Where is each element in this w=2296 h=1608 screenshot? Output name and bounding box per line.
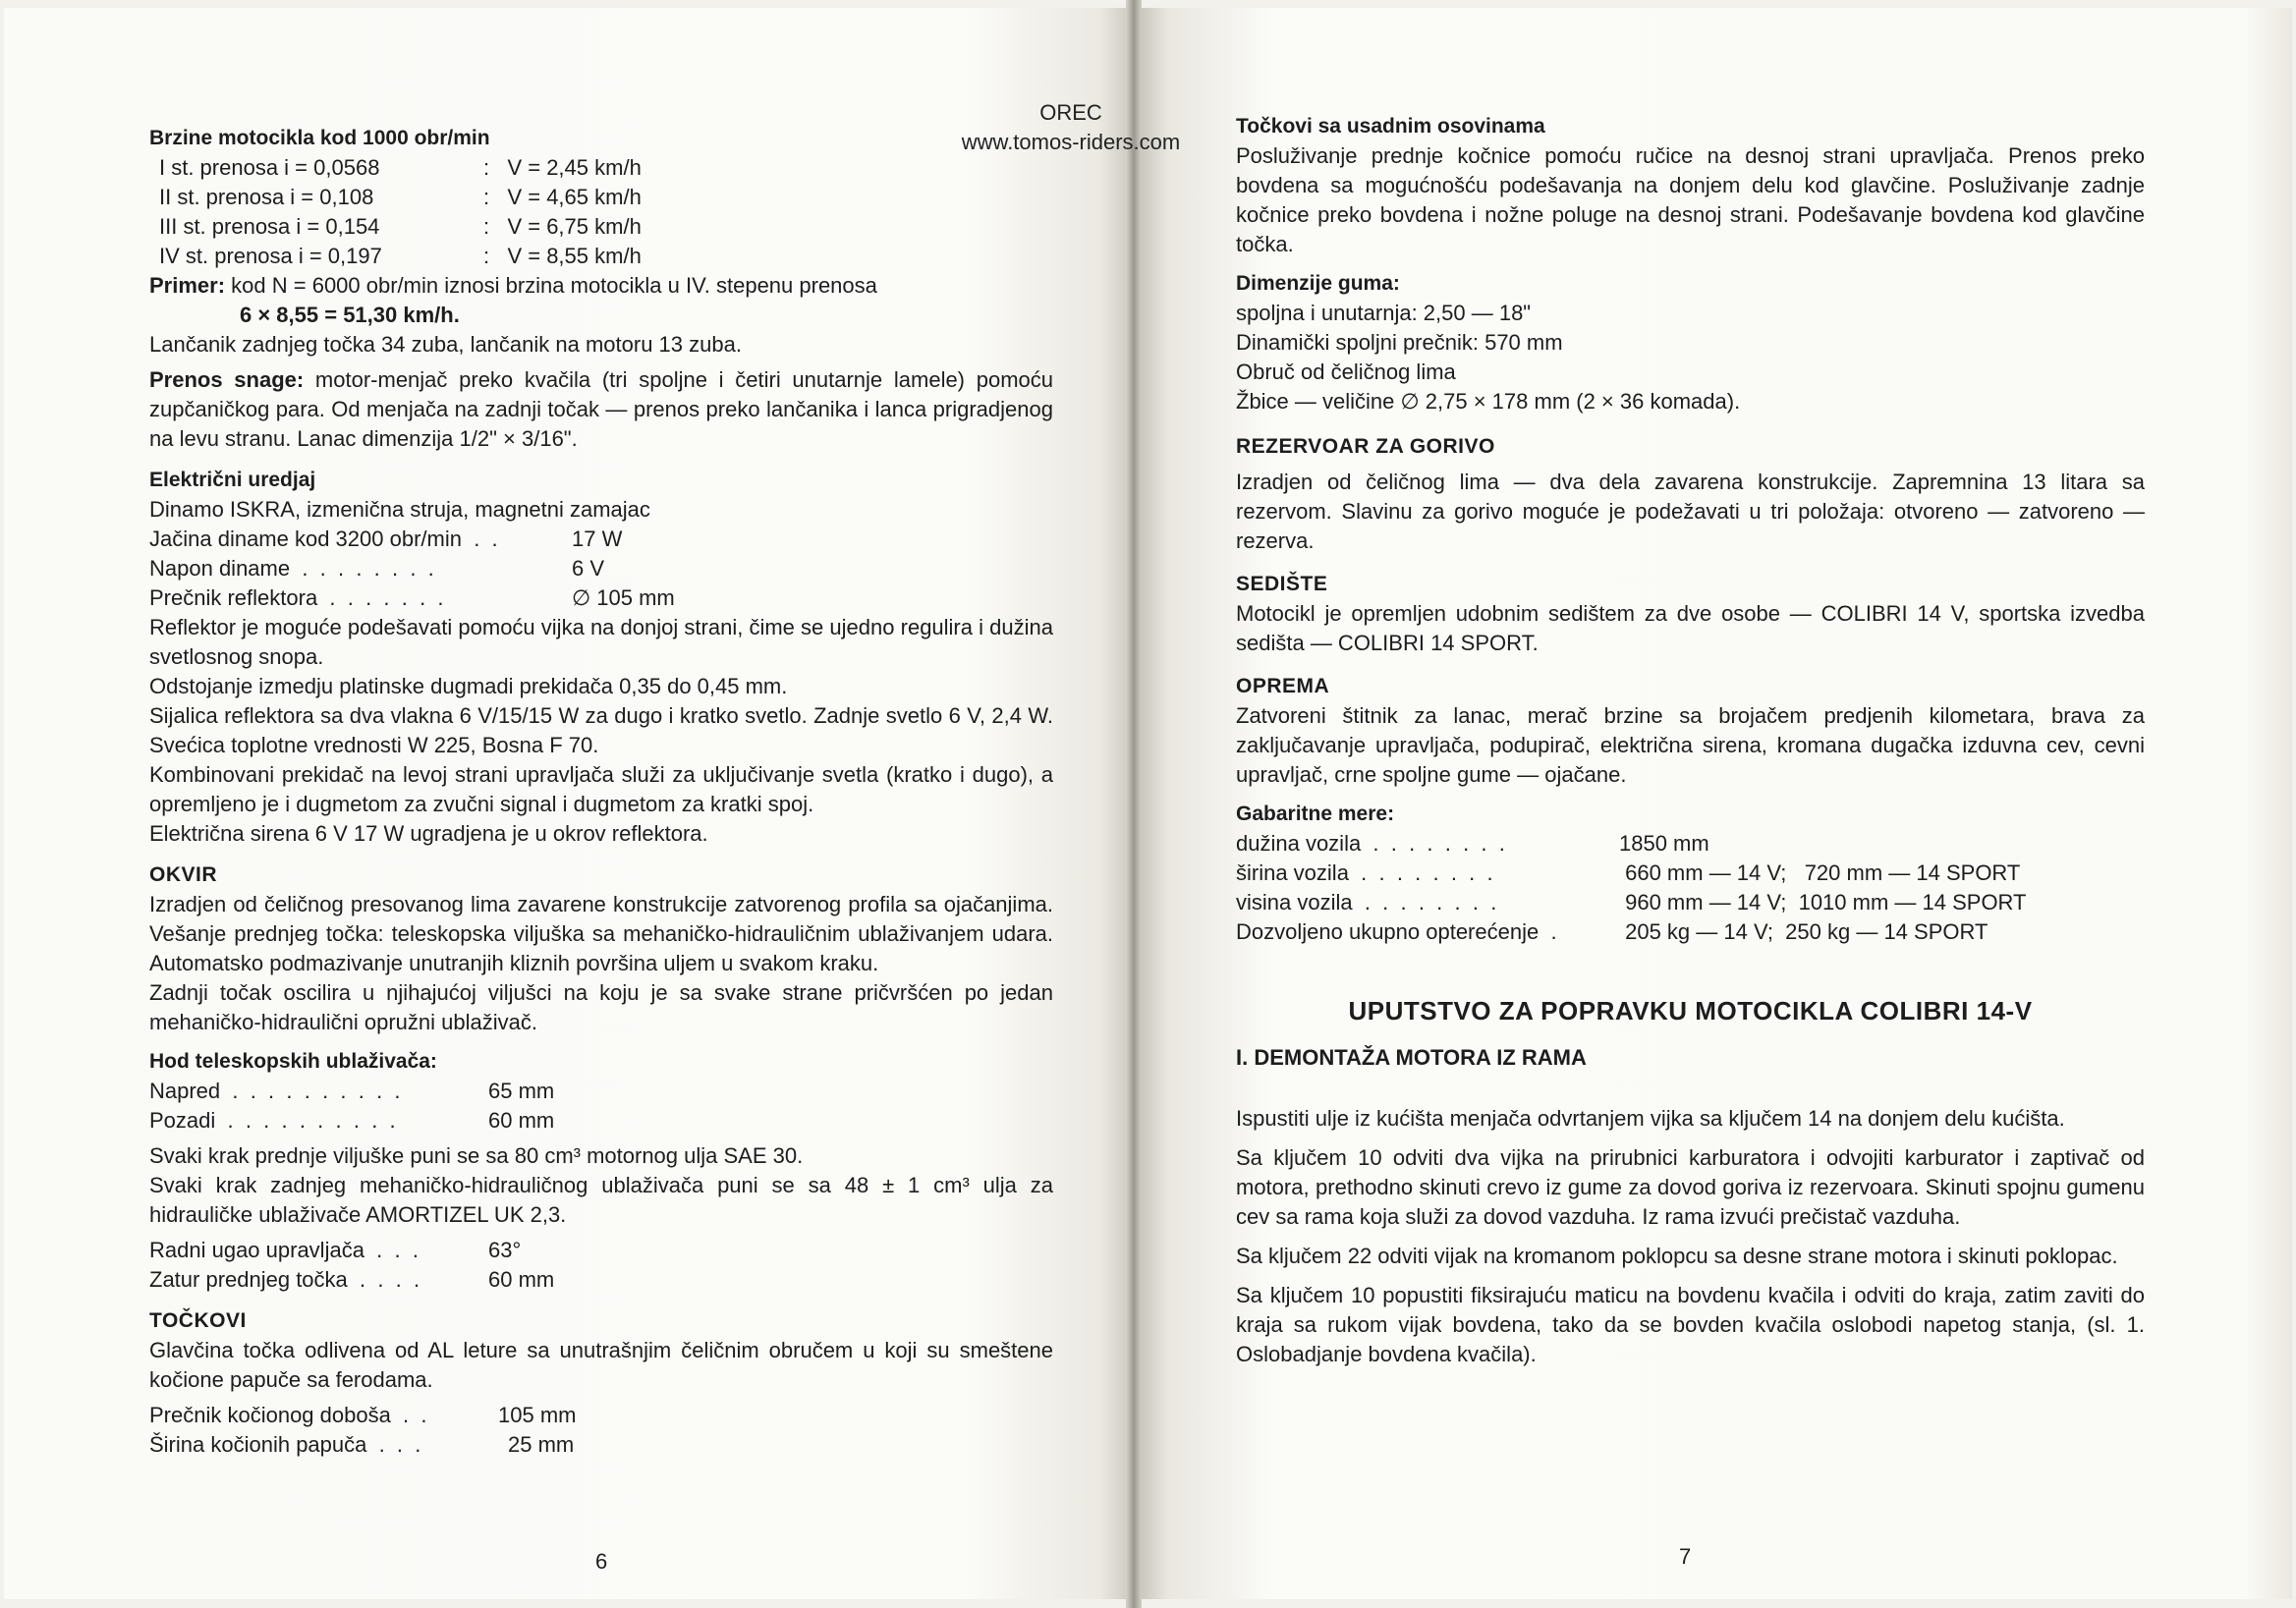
steering-spec: Zatur prednjeg točka . . . . 60 mm [149, 1267, 555, 1292]
dimensions-title: Gabaritne mere: [1236, 803, 1395, 825]
page-number-right: 7 [1679, 1544, 1692, 1569]
primer-line [149, 271, 1053, 301]
primer-calc: 6 × 8,55 = 51,30 km/h. [240, 303, 460, 327]
tires-title: Dimenzije guma: [1236, 272, 1400, 295]
speed-row: IV st. prenosa i = 0,197 : V = 8,55 km/h [159, 244, 642, 268]
manual-title: UPUTSTVO ZA POPRAVKU MOTOCIKLA COLIBRI 14-V [1348, 996, 2033, 1026]
power-transfer [149, 365, 1053, 454]
dimension-row: širina vozila . . . . . . . . 660 mm — 14 V; 720 mm — 14 SPORT [1236, 860, 2021, 885]
tire-line: spoljna i unutarnja: 2,50 — 18" [1236, 301, 1532, 325]
left-column [149, 118, 1053, 1460]
elec-paragraph: Sijalica reflektora sa dva vlakna 6 V/15/15 W za dugo i kratko svetlo. Zadnje svetlo 6 V, 2,4 W. Svećica toplotne vrednosti W 225, Bosna F 70. [149, 703, 1053, 757]
prenos-text: motor-menjač preko kvačila (tri spoljne i četiri unutarnje lamele) pomoću zupčaničkog para. Od menjača na zadnji točak — prenos preko lančanika i lanca prigradjenog na levu stranu. Lanac dimenzija 1/2" × 3/16". [149, 367, 1053, 451]
section-title: I. DEMONTAŽA MOTORA IZ RAMA [1236, 1045, 1587, 1070]
elec-paragraph: Električna sirena 6 V 17 W ugradjena je u okrov reflektora. [149, 821, 708, 846]
fuel-tank-title: REZERVOAR ZA GORIVO [1236, 435, 1495, 458]
book-spine [1126, 0, 1142, 1608]
electric-title: Električni uredjaj [149, 469, 316, 491]
oil-paragraph: Svaki krak zadnjeg mehaničko-hidrauličnog ublaživača puni se sa 48 ± 1 cm³ ulja za hidrauličke ublaživače AMORTIZEL UK 2,3. [149, 1173, 1053, 1227]
elec-spec: Prečnik reflektora . . . . . . . ∅ 105 mm [149, 585, 675, 610]
equipment-title: OPREMA [1236, 675, 1330, 697]
step-paragraph: Sa ključem 10 odviti dva vijka na prirubnici karburatora i odvojiti karburator i zaptivač od motora, prethodno skinuti crevo iz gume za dovod goriva iz rezervoara. Skinuti spojnu gumenu cev sa rama koja služi za dovod vazduha. Iz rama izvući prečistač vazduha. [1236, 1145, 2145, 1229]
elec-spec: Napon diname . . . . . . . . 6 V [149, 556, 605, 581]
fuel-tank-paragraph: Izradjen od čeličnog lima — dva dela zavarena konstrukcije. Zapremnina 13 litara sa rezervom. Slavinu za gorivo moguće je podežavati u tri položaja: otvoreno — zatvoreno — rezerva. [1236, 470, 2145, 553]
brake-spec: Prečnik kočionog doboša . . 105 mm [149, 1403, 577, 1427]
seat-paragraph: Motocikl je opremljen udobnim sedištem za dve osobe — COLIBRI 14 V, sportska izvedba sedišta — COLIBRI 14 SPORT. [1236, 601, 2145, 655]
seat-title: SEDIŠTE [1236, 573, 1328, 595]
shock-spec: Pozadi . . . . . . . . . . 60 mm [149, 1108, 555, 1133]
wheels-paragraph: Glavčina točka odlivena od AL leture sa unutrašnjim čeličnim obručem u koji su smeštene kočione papuče sa ferodama. [149, 1338, 1053, 1392]
frame-paragraph: Zadnji točak oscilira u njihajućoj viljušci na koju je sa svake strane pričvršćen po jedan mehaničko-hidraulični opružni ublaživač. [149, 980, 1053, 1034]
right-column [1236, 112, 2145, 1379]
elec-paragraph: Kombinovani prekidač na levoj strani upravljača služi za uključivanje svetla (kratko i dugo), a opremljeno je i dugmetom za zvučni signal i dugmetom za kratki spoj. [149, 762, 1053, 816]
page-number-left: 6 [595, 1549, 608, 1574]
shock-travel-title: Hod teleskopskih ublaživača: [149, 1050, 437, 1073]
speeds-table [149, 153, 1053, 271]
dimension-row: visina vozila . . . . . . . . 960 mm — 14 V; 1010 mm — 14 SPORT [1236, 890, 2027, 915]
frame-paragraph: Izradjen od čeličnog presovanog lima zavarene konstrukcije zatvorenog profila sa ojačanjima. Vešanje prednjeg točka: teleskopska viljuška sa mehaničko-hidrauličnim ublaživanjem udara. Automatsko podmazivanje unutranjih kliznih površina uljem u svakom kraku. [149, 892, 1053, 975]
prenos-label: Prenos snage: [149, 367, 305, 392]
dinamo-line: Dinamo ISKRA, izmenična struja, magnetni zamajac [149, 497, 650, 522]
equipment-paragraph: Zatvoreni štitnik za lanac, merač brzine sa brojačem predjenih kilometara, brava za zaključavanje upravljača, podupirač, električna sirena, kromana dugačka izduvna cev, cevni upravljač, crne spoljne gume — ojačane. [1236, 703, 2145, 787]
frame-title: OKVIR [149, 863, 218, 886]
shock-spec: Napred . . . . . . . . . . 65 mm [149, 1079, 555, 1103]
speed-row: III st. prenosa i = 0,154 : V = 6,75 km/h [159, 214, 642, 239]
step-paragraph: Sa ključem 10 popustiti fiksirajuću maticu na bovdenu kvačila i odviti do kraja, zatim zaviti do kraja sa rukom vijak bovdena, tako da se bovden kvačila oslobodi napetog stanja, (sl. 1. Oslobadjanje bovdena kvačila). [1236, 1283, 2145, 1366]
step-paragraph: Sa ključem 22 odviti vijak na kromanom poklopcu sa desne strane motora i skinuti poklopac. [1236, 1244, 2118, 1268]
oil-paragraph: Svaki krak prednje viljuške puni se sa 80 cm³ motornog ulja SAE 30. [149, 1143, 804, 1168]
step-paragraph: Ispustiti ulje iz kućišta menjača odvrtanjem vijka sa ključem 14 na donjem delu kućišta. [1236, 1106, 2065, 1131]
watermark-name: OREC [1039, 100, 1102, 125]
tire-line: Dinamički spoljni prečnik: 570 mm [1236, 330, 1563, 355]
wheels-axles-title: Točkovi sa usadnim osovinama [1236, 115, 1545, 138]
elec-paragraph: Reflektor je moguće podešavati pomoću vijka na donjoj strani, čime se ujedno regulira i dužina svetlosnog snopa. [149, 615, 1053, 669]
steering-spec: Radni ugao upravljača . . . 63° [149, 1238, 522, 1262]
watermark-url: www.tomos-riders.com [961, 130, 1181, 154]
primer-label: Primer: [149, 273, 226, 298]
speeds-title: Brzine motocikla kod 1000 obr/min [149, 127, 490, 149]
primer-text: kod N = 6000 obr/min iznosi brzina motocikla u IV. stepenu prenosa [225, 273, 877, 298]
tire-line: Žbice — veličine ∅ 2,75 × 178 mm (2 × 36 komada). [1236, 389, 1741, 414]
elec-paragraph: Odstojanje izmedju platinske dugmadi prekidača 0,35 do 0,45 mm. [149, 674, 788, 698]
tire-line: Obruč od čeličnog lima [1236, 360, 1456, 384]
speed-row: II st. prenosa i = 0,108 : V = 4,65 km/h [159, 185, 642, 209]
dimension-row: Dozvoljeno ukupno opterećenje . 205 kg — 14 V; 250 kg — 14 SPORT [1236, 919, 1988, 944]
chain-info: Lančanik zadnjeg točka 34 zuba, lančanik na motoru 13 zuba. [149, 332, 742, 357]
speed-row: I st. prenosa i = 0,0568 : V = 2,45 km/h [159, 155, 642, 180]
brake-spec: Širina kočionih papuča . . . 25 mm [149, 1432, 575, 1457]
wheels-title: TOČKOVI [149, 1309, 247, 1332]
wheels-axles-paragraph: Posluživanje prednje kočnice pomoću ručice na desnoj strani upravljača. Prenos preko bovdena sa mogućnošću podešavanja na donjem delu kod glavčine. Posluživanje zadnje kočnice preko bovdena i nožne poluge na desnoj strani. Podešavanje bovdena kod glavčine točka. [1236, 143, 2145, 256]
elec-spec: Jačina diname kod 3200 obr/min . . 17 W [149, 527, 623, 551]
dimension-row: dužina vozila . . . . . . . . 1850 mm [1236, 831, 1709, 856]
